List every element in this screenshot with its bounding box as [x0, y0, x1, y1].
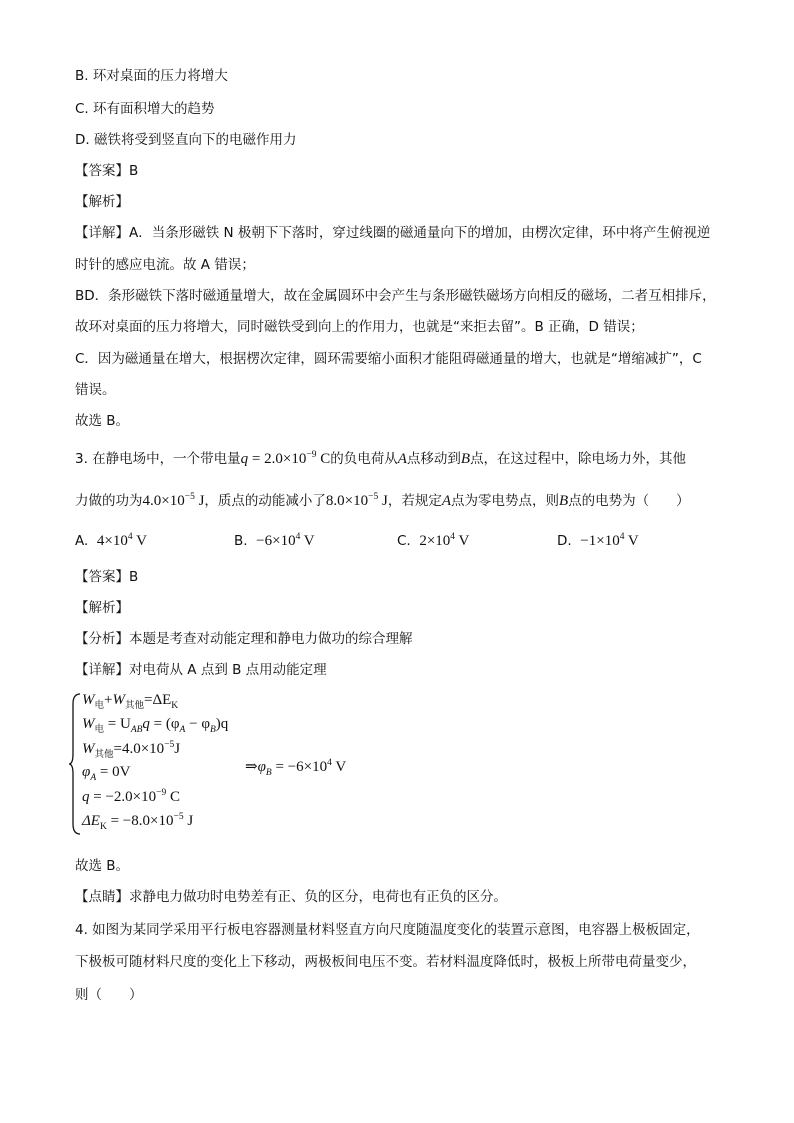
analysis-line: 【分析】本题是考查对动能定理和静电力做功的综合理解 [75, 631, 413, 647]
point-a: A [397, 451, 407, 467]
conclusion-line: 故选 B。 [75, 858, 130, 874]
subscript: B [265, 768, 272, 778]
equation-row [82, 788, 180, 806]
equation-text: =4.0×10 [113, 741, 165, 757]
explanation-line: C．因为磁通量在增大，根据楞次定律，圆环需要缩小面积才能阻碍磁通量的增大，也就是“增缩减扩”，C [75, 351, 702, 367]
equation-text: =ΔE [144, 692, 172, 708]
option-b-text: B. 环对桌面的压力将增大 [75, 68, 228, 84]
option-a [75, 532, 147, 550]
subscript: A [179, 725, 186, 735]
phi-symbol: φ [82, 764, 91, 780]
operator: + [104, 692, 113, 708]
q-unit: C [316, 451, 331, 467]
q3-charge-formula [241, 451, 331, 467]
w-symbol: W [82, 716, 95, 732]
key-point-line: 【点睛】求静电力做功时电势差有正、负的区分，电荷也有正负的区分。 [75, 889, 507, 905]
q-value: = 2.0×10 [248, 451, 307, 467]
kinetic-value [326, 493, 388, 509]
q3-text: 点的电势为（ ） [568, 493, 690, 509]
equation-text: = 0V [96, 764, 131, 780]
option-label: C. [397, 533, 411, 549]
option-exponent: 4 [127, 532, 133, 542]
kinetic-coef: 8.0×10 [325, 493, 369, 509]
option-label: D. [557, 533, 572, 549]
work-coef: 4.0×10 [142, 493, 185, 509]
q3-text: 3. 在静电场中，一个带电量 [75, 451, 241, 467]
unit: V [331, 759, 347, 775]
kinetic-unit: J [378, 493, 388, 509]
option-unit: V [455, 533, 470, 549]
option-value: −6×10 [256, 533, 296, 549]
option-d [557, 532, 639, 550]
option-value: 4×10 [96, 533, 128, 549]
q3-text: ，若规定 [387, 493, 442, 509]
left-brace [68, 692, 82, 836]
unit: J [183, 813, 194, 829]
subscript: K [171, 701, 179, 711]
answer-label: 【答案】B [75, 163, 139, 179]
exponent: −5 [164, 740, 175, 750]
equation-text: = −8.0×10 [106, 813, 174, 829]
w-symbol: W [112, 692, 125, 708]
q3-text: 点为零电势点，则 [451, 493, 560, 509]
q-exponent: −9 [306, 450, 317, 460]
question-4-line: 4. 如图为某同学采用平行板电容器测量材料竖直方向尺度随温度变化的装置示意图，电容器上极板固定， [75, 922, 700, 938]
work-value [143, 493, 205, 509]
option-unit: V [300, 533, 315, 549]
explanation-line: 错误。 [75, 382, 116, 398]
w-symbol: W [82, 741, 95, 757]
equation-text: − φ [185, 716, 210, 732]
point-b: B [559, 493, 569, 509]
option-value: −1×10 [580, 533, 620, 549]
subscript: 电 [94, 725, 105, 735]
q-symbol: q [142, 716, 150, 732]
work-unit: J [194, 493, 205, 509]
option-c [397, 532, 469, 550]
q3-text: 点移动到 [406, 451, 461, 467]
q3-text: ，质点的动能减小了 [204, 493, 326, 509]
equation-text: = −6×10 [271, 759, 328, 775]
explanation-line: 故环对桌面的压力将增大，同时磁铁受到向上的作用力，也就是“来拒去留”。B 正确，D 错误； [75, 319, 644, 335]
option-b [234, 532, 315, 550]
option-d-text: D. 磁铁将受到竖直向下的电磁作用力 [75, 132, 297, 148]
phi-symbol: φ [257, 759, 266, 775]
subscript: 其他 [124, 701, 144, 711]
point-a: A [441, 493, 452, 509]
w-symbol: W [82, 692, 95, 708]
equation-row [82, 740, 180, 760]
option-exponent: 4 [619, 532, 625, 542]
equation-row [82, 692, 178, 711]
explanation-line: 时针的感应电流。故 A 错误； [75, 257, 255, 273]
q-symbol: q [82, 789, 90, 805]
equation-text: = U [104, 716, 131, 732]
delta-e-symbol: ΔE [82, 813, 100, 829]
analysis-label: 【解析】 [75, 600, 129, 616]
explanation-line: BD．条形磁铁下落时磁通量增大，故在金属圆环中会产生与条形磁铁磁场方向相反的磁场，二者互相排斥， [75, 288, 716, 304]
option-label: A. [75, 533, 89, 549]
work-exponent: −5 [184, 492, 195, 502]
option-label: B. [234, 533, 248, 549]
implies-symbol: ⇒ [245, 759, 258, 775]
q-symbol: q [240, 451, 249, 467]
q3-text: 点，在这过程中，除电场力外，其他 [470, 451, 687, 467]
analysis-label: 【解析】 [75, 194, 129, 210]
equation-text: = −2.0×10 [89, 789, 157, 805]
option-exponent: 4 [450, 532, 456, 542]
subscript: K [99, 822, 107, 832]
unit: C [166, 789, 181, 805]
equation-row [82, 716, 228, 735]
equation-row [82, 812, 193, 832]
answer-label: 【答案】B [75, 569, 139, 585]
question-4-line: 则（ ） [75, 987, 143, 1003]
option-value: 2×10 [419, 533, 451, 549]
option-unit: V [624, 533, 639, 549]
explanation-line: 【详解】对电荷从 A 点到 B 点用动能定理 [75, 662, 327, 678]
conclusion-line: 故选 B。 [75, 413, 130, 429]
equation-text: )q [215, 716, 229, 732]
subscript: A [90, 773, 97, 783]
question-3-line-2 [75, 488, 690, 510]
explanation-line: 【详解】A．当条形磁铁 N 极朝下下落时，穿过线圈的磁通量向下的增加，由楞次定律，环中将产生俯视逆 [75, 225, 711, 241]
unit: J [174, 741, 181, 757]
option-exponent: 4 [295, 532, 301, 542]
subscript: 电 [94, 701, 105, 711]
exponent: −5 [173, 812, 184, 822]
question-3-line-1 [75, 446, 686, 468]
subscript: AB [130, 725, 143, 735]
point-b: B [460, 451, 471, 467]
q3-text: 力做的功为 [75, 493, 143, 509]
equation-text: = (φ [149, 716, 180, 732]
option-c-text: C. 环有面积增大的趋势 [75, 101, 215, 117]
equation-result [245, 757, 346, 778]
exponent: −9 [156, 788, 167, 798]
subscript: 其他 [94, 750, 114, 760]
option-unit: V [132, 533, 147, 549]
subscript: B [209, 725, 216, 735]
kinetic-exponent: −5 [368, 492, 379, 502]
equation-row [82, 764, 130, 783]
q3-text: 的负电荷从 [330, 451, 398, 467]
exponent: 4 [327, 758, 332, 768]
question-4-line: 下极板可随材料尺度的变化上下移动，两极板间电压不变。若材料温度降低时，极板上所带电荷量变少， [75, 954, 696, 970]
